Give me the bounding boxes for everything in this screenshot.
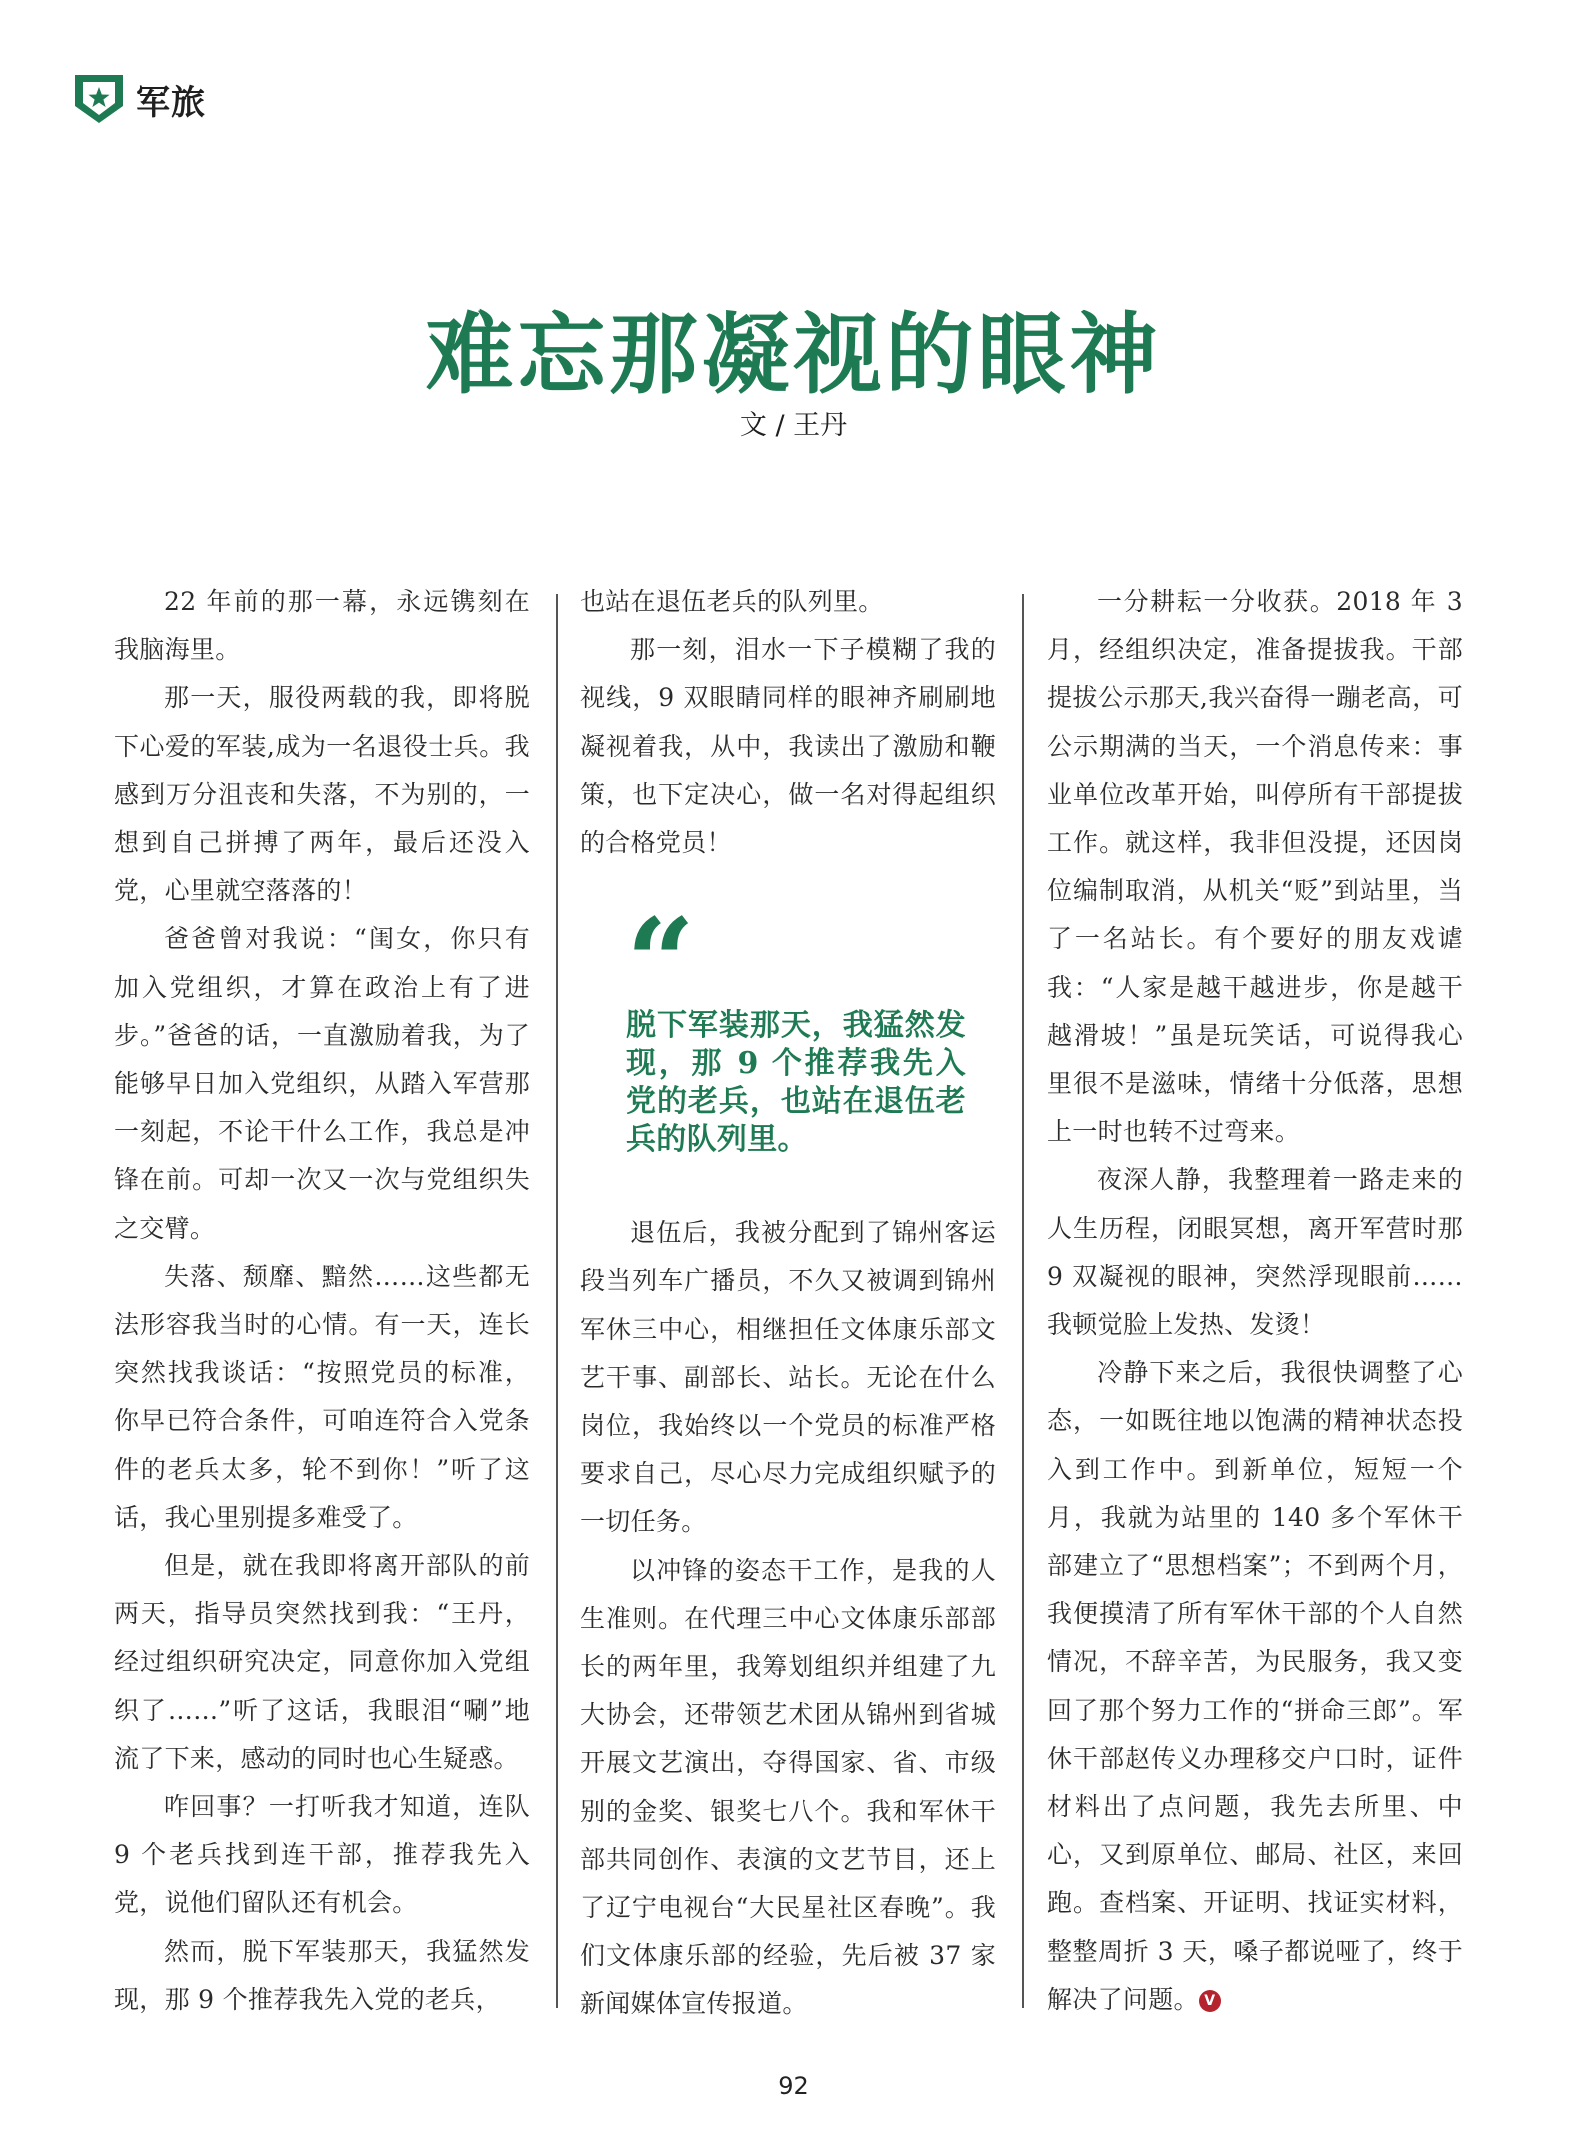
paragraph bbox=[1047, 1349, 1463, 2024]
paragraph: 但是，就在我即将离开部队的前两天，指导员突然找到我：“王丹，经过组织研究决定，同意你加入党组织了……”听了这话，我眼泪“唰”地流了下来，感动的同时也心生疑惑。 bbox=[114, 1551, 530, 1773]
quote-mark-icon: “ bbox=[626, 892, 696, 1034]
column-divider bbox=[1022, 594, 1024, 2008]
paragraph-continued: 也站在退伍老兵的队列里。 bbox=[580, 587, 884, 616]
article-title: 难忘那凝视的眼神 bbox=[425, 303, 1162, 406]
end-mark-icon: V bbox=[1199, 1990, 1221, 2012]
paragraph: 失落、颓靡、黯然……这些都无法形容我当时的心情。有一天，连长突然找我谈话：“按照党员的标准，你早已符合条件，可咱连符合入党条件的老兵太多，轮不到你！”听了这话，我心里别提多难受了。 bbox=[114, 1261, 530, 1532]
paragraph-text: 冷静下来之后，我很快调整了心态，一如既往地以饱满的精神状态投入到工作中。到新单位，短短一个月，我就为站里的 140 多个军休干部建立了“思想档案”；不到两个月，我便摸清了所有军休干部的个人自然情况，不辞辛苦，为民服务，我又变回了那个努力工作的“拼命三郎”。军休干部赵传义办理移交户口时，证件材料出了点问题，我先去所里、中心，又到原单位、邮局、社区，来回跑。查档案、开证明、找证实材料，整整周折 3 天，嗓子都说哑了，终于解决了问题。 bbox=[1047, 1358, 1463, 2014]
paragraph: 爸爸曾对我说：“闺女，你只有加入党组织，才算在政治上有了进步。”爸爸的话，一直激励着我，为了能够早日加入党组织，从踏入军营那一刻起，不论干什么工作，我总是冲锋在前。可却一次又一次与党组织失之交臂。 bbox=[114, 924, 530, 1243]
pull-quote-text: 脱下军装那天，我猛然发现，那 9 个推荐我先入党的老兵，也站在退伍老兵的队列里。 bbox=[626, 1008, 966, 1158]
column-2 bbox=[580, 578, 996, 2029]
page-number: 92 bbox=[778, 2072, 809, 2100]
paragraph: 以冲锋的姿态干工作，是我的人生准则。在代理三中心文体康乐部部长的两年里，我筹划组织并组建了九大协会，还带领艺术团从锦州到省城开展文艺演出，夺得国家、省、市级别的金奖、银奖七八个。我和军休干部共同创作、表演的文艺节目，还上了辽宁电视台“大民星社区春晚”。我们文体康乐部的经验，先后被 37 家新闻媒体宣传报道。 bbox=[580, 1555, 996, 2019]
column-3 bbox=[1047, 578, 1463, 2024]
paragraph: 一分耕耘一分收获。2018 年 3 月，经组织决定，准备提拔我。干部提拔公示那天,我兴奋得一蹦老高，可公示期满的当天，一个消息传来：事业单位改革开始，叫停所有干部提拔工作。就这样，我非但没提，还因岗位编制取消，从机关“贬”到站里，当了一名站长。有个要好的朋友戏谑我：“人家是越干越进步，你是越干越滑坡！”虽是玩笑话，可说得我心里很不是滋味，情绪十分低落，思想上一时也转不过弯来。 bbox=[1047, 587, 1463, 1147]
paragraph: 那一刻，泪水一下子模糊了我的视线，9 双眼睛同样的眼神齐刷刷地凝视着我，从中，我读出了激励和鞭策，也下定决心，做一名对得起组织的合格党员！ bbox=[580, 635, 996, 858]
pull-quote bbox=[626, 892, 966, 1159]
column-1 bbox=[114, 578, 530, 2024]
paragraph: 夜深人静，我整理着一路走来的人生历程，闭眼冥想，离开军营时那 9 双凝视的眼神，突然浮现眼前……我顿觉脸上发热、发烫！ bbox=[1047, 1165, 1463, 1340]
section-header bbox=[72, 72, 206, 126]
paragraph: 咋回事？一打听我才知道，连队 9 个老兵找到连干部，推荐我先入党，说他们留队还有机会。 bbox=[114, 1792, 530, 1918]
paragraph: 那一天，服役两载的我，即将脱下心爱的军装,成为一名退役士兵。我感到万分沮丧和失落，不为别的，一想到自己拼搏了两年，最后还没入党，心里就空落落的！ bbox=[114, 683, 530, 906]
paragraph: 22 年前的那一幕，永远镌刻在我脑海里。 bbox=[114, 587, 530, 665]
section-name: 军旅 bbox=[136, 82, 206, 123]
star-shield-icon bbox=[72, 72, 126, 126]
paragraph: 然而，脱下军装那天，我猛然发现，那 9 个推荐我先入党的老兵， bbox=[114, 1936, 530, 2014]
column-divider bbox=[556, 594, 558, 2008]
paragraph: 退伍后，我被分配到了锦州客运段当列车广播员，不久又被调到锦州军休三中心，相继担任文体康乐部文艺干事、副部长、站长。无论在什么岗位，我始终以一个党员的标准严格要求自己，尽心尽力完成组织赋予的一切任务。 bbox=[580, 1218, 996, 1537]
article-byline: 文 / 王丹 bbox=[739, 410, 848, 441]
